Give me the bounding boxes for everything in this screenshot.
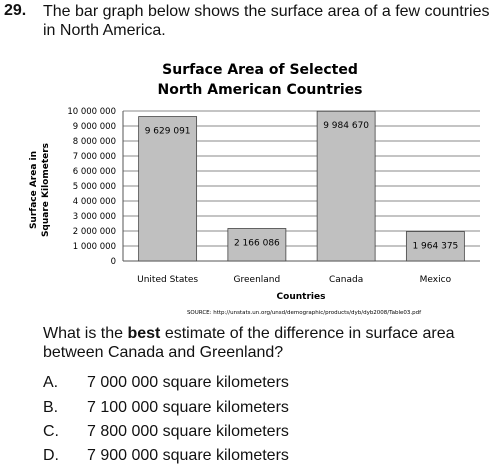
x-axis-label: Countries [276, 292, 326, 302]
y-tick-label: 5 000 000 [72, 182, 116, 192]
y-tick-label: 10 000 000 [67, 107, 116, 117]
choice-a-text: 7 000 000 square kilometers [87, 374, 289, 391]
y-axis-label-line2: Square Kilometers [41, 142, 51, 238]
choice-a[interactable] [43, 374, 289, 392]
bar-value-label: 9 984 670 [323, 121, 370, 132]
y-tick-label: 1 000 000 [72, 242, 116, 252]
choice-b[interactable] [43, 399, 289, 417]
bar-chart [0, 52, 500, 318]
prompt-text-before: What is the [43, 325, 128, 342]
bar-value-label: 1 964 375 [412, 241, 459, 252]
choice-c[interactable] [43, 423, 289, 441]
y-axis-label-line1: Surface Area in [29, 150, 39, 230]
x-tick-label: United States [137, 275, 199, 285]
prompt-emphasis: best [127, 325, 161, 342]
y-tick-label: 0 [110, 257, 116, 267]
choice-d-letter: D. [43, 447, 59, 464]
y-tick-label: 2 000 000 [72, 227, 116, 237]
y-tick-label: 4 000 000 [72, 197, 116, 207]
x-tick-label: Canada [329, 275, 364, 285]
x-tick-label: Greenland [233, 275, 281, 285]
y-tick-label: 6 000 000 [72, 167, 116, 177]
choice-a-letter: A. [43, 374, 59, 391]
question-prompt [43, 324, 500, 362]
y-tick-label: 3 000 000 [72, 212, 116, 222]
chart-source: SOURCE: http://unstats.un.org/unsd/demographic/products/dyb/dyb2008/Table03.pdf [186, 310, 422, 316]
bar-value-label: 9 629 091 [144, 126, 191, 137]
question-stem: The bar graph below shows the surface area of a few countries in North America. [43, 3, 490, 39]
x-tick-label: Mexico [419, 275, 452, 285]
bar-value-label: 2 166 086 [233, 238, 280, 249]
choice-d-text: 7 900 000 square kilometers [87, 447, 289, 464]
chart-title-line1: Surface Area of Selected [162, 62, 358, 78]
choice-c-text: 7 800 000 square kilometers [87, 423, 289, 440]
choice-d[interactable] [43, 447, 289, 465]
choice-b-letter: B. [43, 399, 59, 416]
question-number: 29. [4, 2, 27, 19]
y-tick-label: 7 000 000 [72, 152, 116, 162]
y-tick-label: 9 000 000 [72, 122, 116, 132]
chart-title-line2: North American Countries [157, 82, 363, 98]
bar-united-states [139, 117, 197, 261]
bar-canada [317, 111, 375, 261]
y-tick-label: 8 000 000 [72, 137, 116, 147]
choice-c-letter: C. [43, 423, 59, 440]
prompt-text-after: estimate of the difference in surface area between Canada and Greenland? [43, 325, 455, 361]
choice-b-text: 7 100 000 square kilometers [87, 399, 289, 416]
